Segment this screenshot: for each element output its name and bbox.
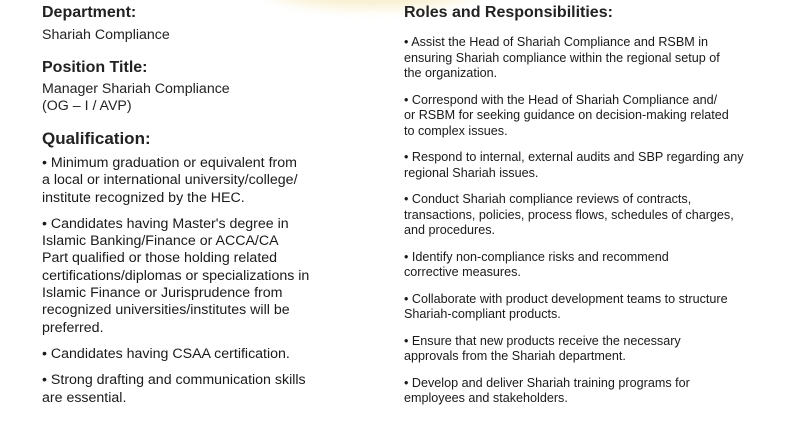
position-value: Manager Shariah Compliance (OG – I / AVP) <box>42 81 230 114</box>
qualification-item: • Candidates having Master's degree in Islamic Banking/Finance or ACCA/CA Part qualified or those holding related certifications/diplomas or specializations in Islamic Finance or Jurisprudence from recognized universities/institutes will be preferred. <box>42 215 310 336</box>
department-value: Shariah Compliance <box>42 27 170 43</box>
position-heading: Position Title: <box>42 59 148 76</box>
qualification-item: • Minimum graduation or equivalent from a local or international university/college/ institute recognized by the HEC. <box>42 155 298 206</box>
left-column <box>42 3 382 407</box>
qualification-heading: Qualification: <box>42 129 151 148</box>
qualification-list <box>42 155 382 407</box>
role-item: • Develop and deliver Shariah training programs for employees and stakeholders. <box>404 375 690 405</box>
right-column <box>404 3 784 407</box>
role-item: • Correspond with the Head of Shariah Compliance and/ or RSBM for seeking guidance on decision-making related to complex issues. <box>404 92 729 138</box>
role-item: • Collaborate with product development teams to structure Shariah-compliant products. <box>404 291 728 321</box>
role-item: • Assist the Head of Shariah Compliance and RSBM in ensuring Shariah compliance within the regional setup of the organization. <box>404 35 720 80</box>
role-item: • Identify non-compliance risks and recommend corrective measures. <box>404 249 669 279</box>
role-item: • Ensure that new products receive the necessary approvals from the Shariah department. <box>404 333 681 363</box>
qualification-item: • Strong drafting and communication skills are essential. <box>42 372 306 406</box>
role-item: • Conduct Shariah compliance reviews of contracts, transactions, policies, process flows, schedules of charges, and procedures. <box>404 192 734 237</box>
department-heading: Department: <box>42 4 137 21</box>
roles-list <box>404 35 784 407</box>
qualification-item: • Candidates having CSAA certification. <box>42 345 290 362</box>
roles-heading: Roles and Responsibilities: <box>404 4 613 21</box>
role-item: • Respond to internal, external audits and SBP regarding any regional Shariah issues. <box>404 150 744 180</box>
